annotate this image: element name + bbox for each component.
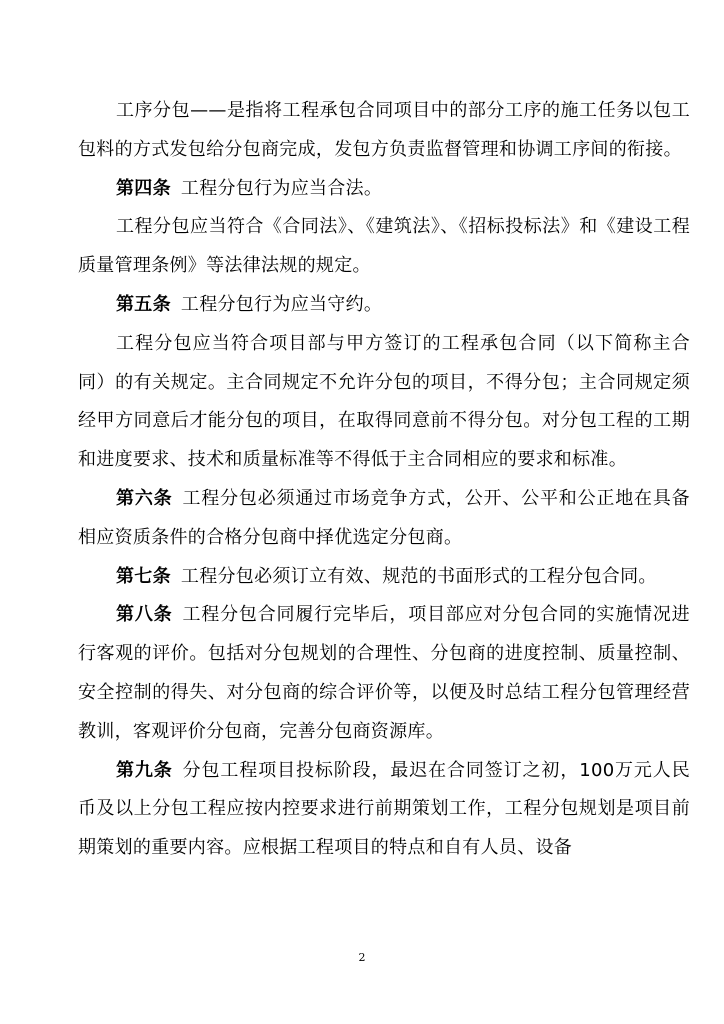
paragraph-text: 工程分包行为应当合法。 <box>180 177 383 199</box>
article-9 <box>78 752 690 868</box>
paragraph-text: 工程分包必须通过市场竞争方式，公开、公平和公正地在具备相应资质条件的合格分包商中择优选定分包商。 <box>78 487 690 548</box>
article-4-body <box>78 208 690 286</box>
paragraph-text: 工程分包合同履行完毕后，项目部应对分包合同的实施情况进行客观的评价。包括对分包规划的合理性、分包商的进度控制、质量控制、安全控制的得失、对分包商的综合评价等，以便及时总结工程分包管理经营教训，客观评价分包商，完善分包商资源库。 <box>78 604 690 742</box>
paragraph-text: 工程分包行为应当守约。 <box>180 293 383 315</box>
article-6 <box>78 480 690 558</box>
paragraph-text: 工程分包应当符合《合同法》、《建筑法》、《招标投标法》和《建设工程质量管理条例》等法律法规的规定。 <box>78 216 690 277</box>
article-label: 第四条 <box>116 177 171 199</box>
document-body <box>78 92 690 868</box>
paragraph-process-subcontract <box>78 92 690 170</box>
article-label: 第七条 <box>116 565 171 587</box>
article-5-heading <box>78 286 690 325</box>
paragraph-text: 工程分包必须订立有效、规范的书面形式的工程分包合同。 <box>180 565 657 587</box>
article-4-heading <box>78 170 690 209</box>
article-label: 第五条 <box>116 293 171 315</box>
page-number: 2 <box>358 951 366 964</box>
article-label: 第八条 <box>116 604 173 626</box>
paragraph-text: 工程分包应当符合项目部与甲方签订的工程承包合同（以下简称主合同）的有关规定。主合同规定不允许分包的项目，不得分包；主合同规定须经甲方同意后才能分包的项目，在取得同意前不得分包。对分包工程的工期和进度要求、技术和质量标准等不得低于主合同相应的要求和标准。 <box>78 332 690 471</box>
article-7 <box>78 558 690 597</box>
article-5-body <box>78 325 690 480</box>
paragraph-text: 工序分包——是指将工程承包合同项目中的部分工序的施工任务以包工包料的方式发包给分包商完成，发包方负责监督管理和协调工序间的衔接。 <box>78 100 690 160</box>
paragraph-text: 分包工程项目投标阶段，最迟在合同签订之初，100万元人民币及以上分包工程应按内控要求进行前期策划工作，工程分包规划是项目前期策划的重要内容。应根据工程项目的特点和自有人员、设备 <box>78 759 690 859</box>
article-8 <box>78 596 690 751</box>
article-label: 第九条 <box>116 759 173 781</box>
article-label: 第六条 <box>116 487 173 509</box>
